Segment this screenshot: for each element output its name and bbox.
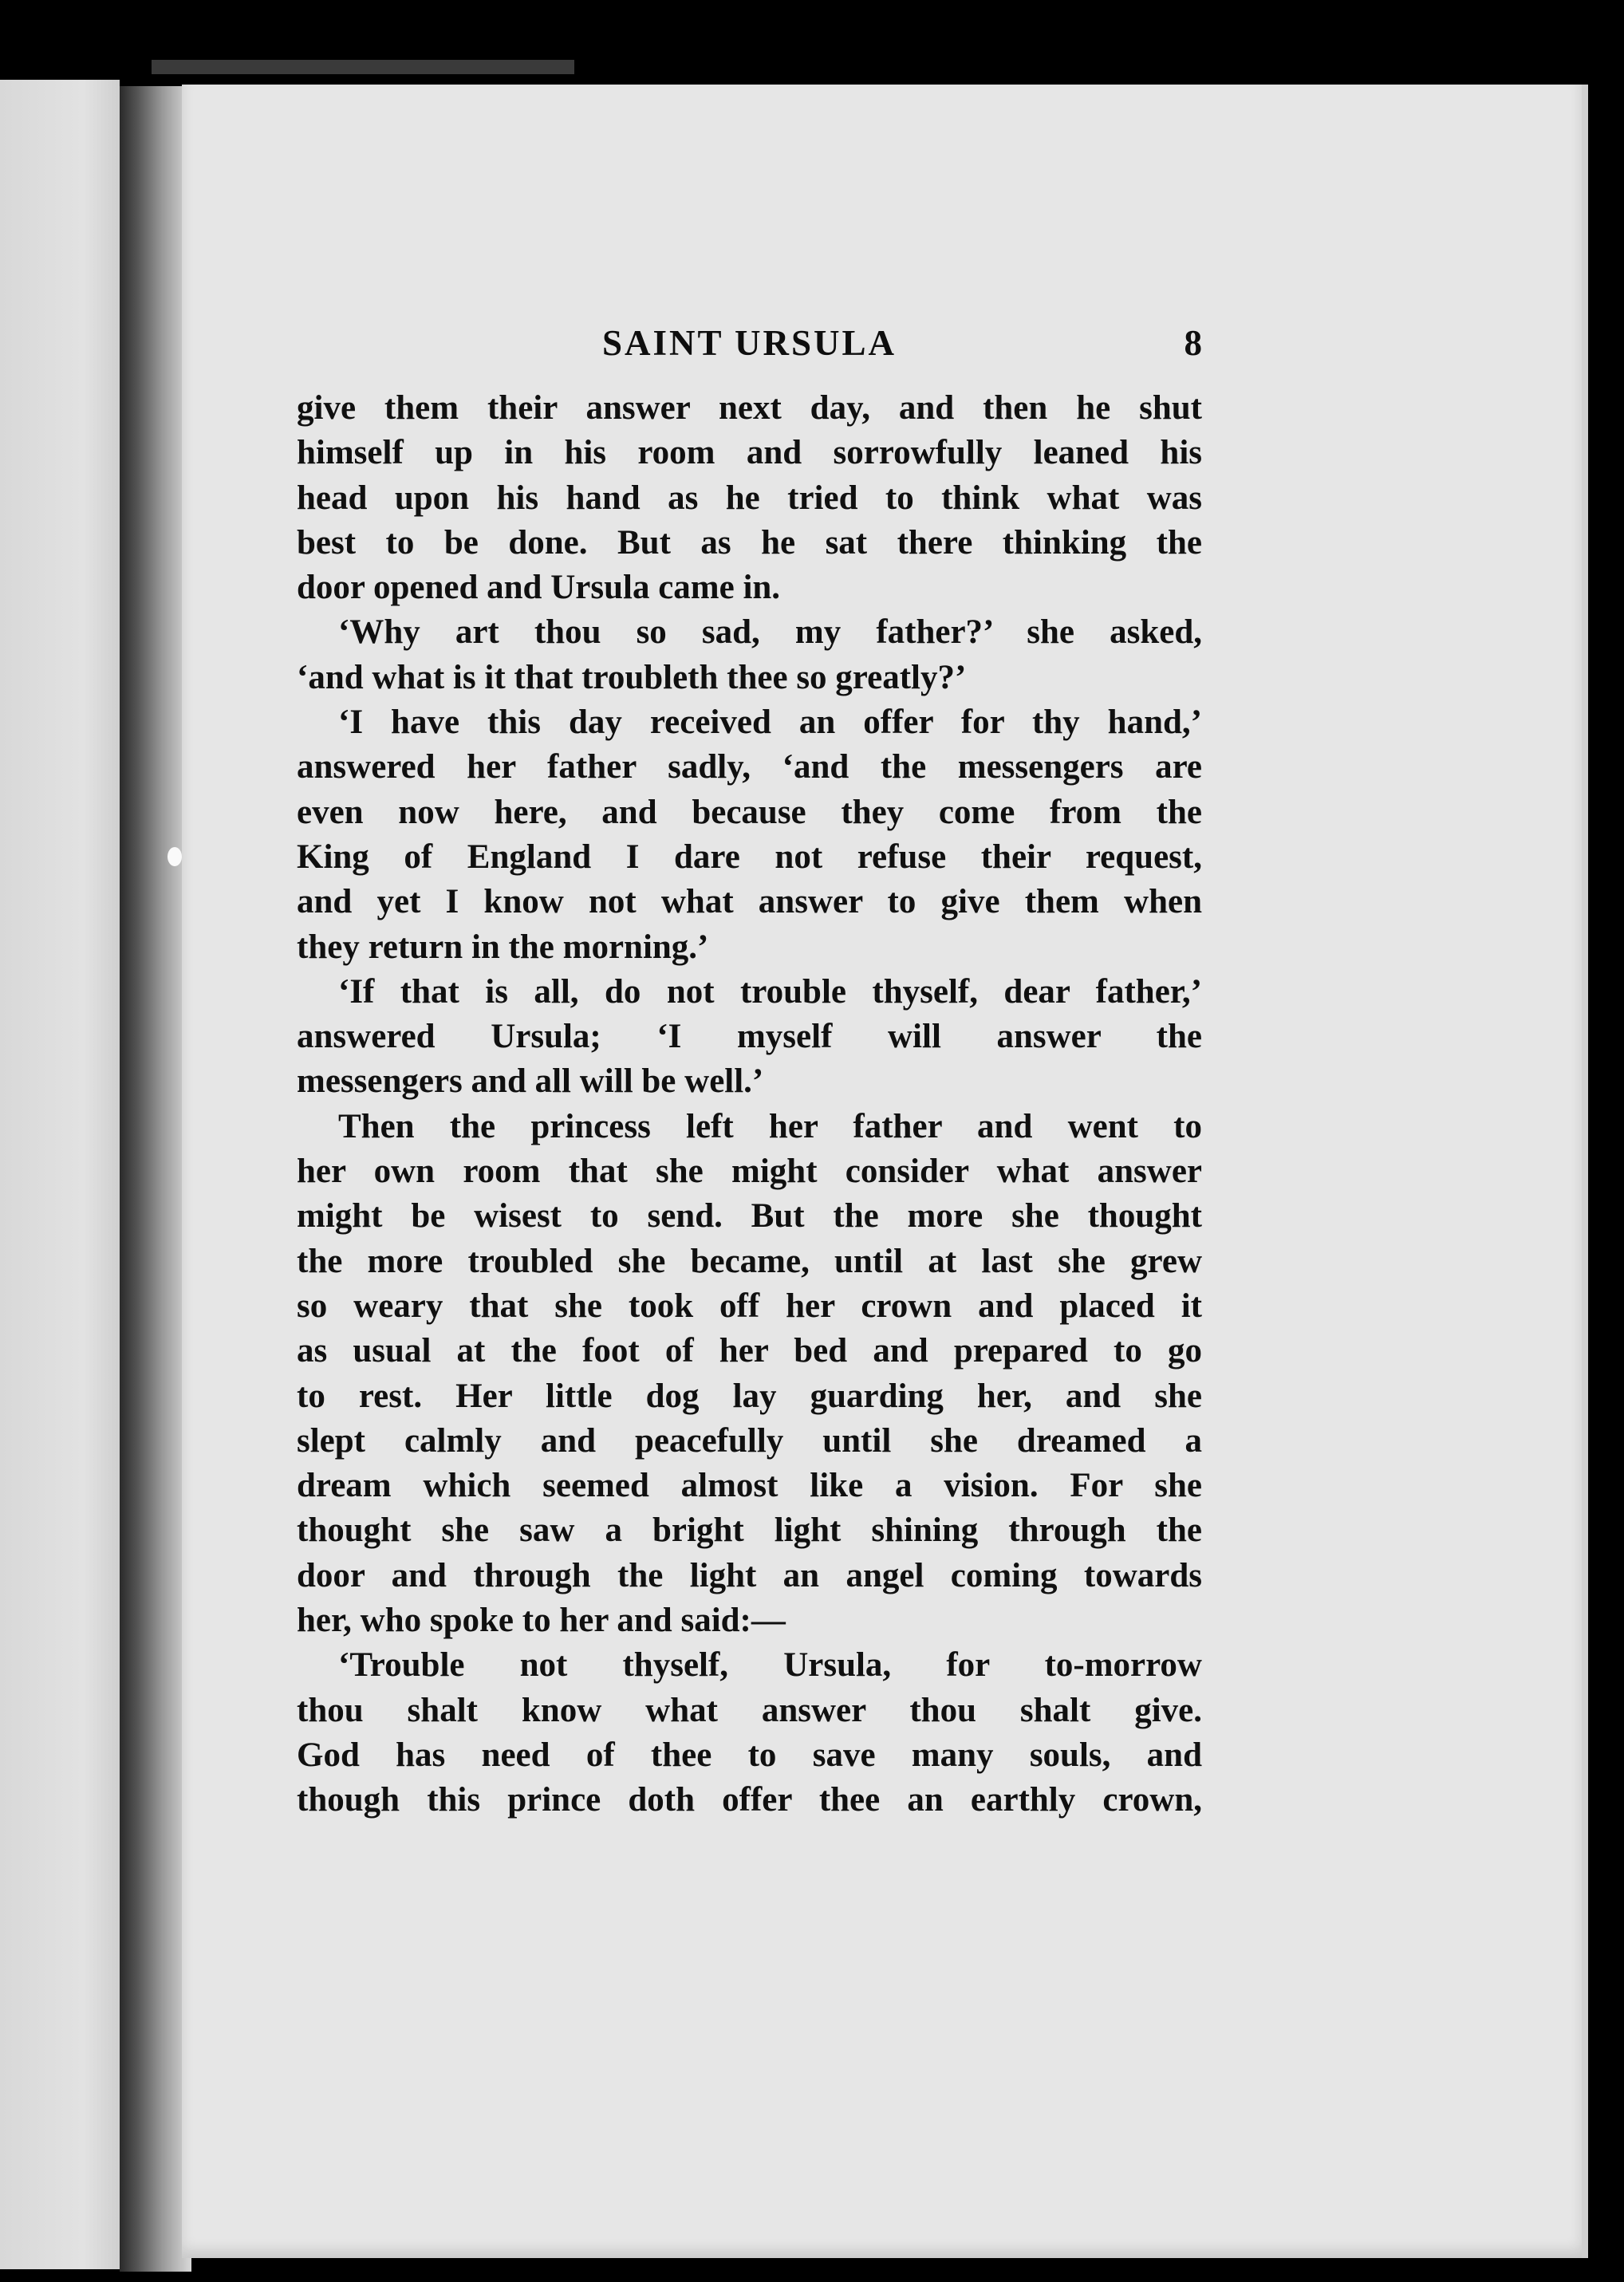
text-line: and yet I know not what answer to give them when bbox=[297, 883, 1202, 921]
running-title: SAINT URSULA bbox=[601, 323, 897, 363]
scan-edge-strip bbox=[152, 60, 574, 74]
text-line: answered Ursula; ‘I myself will answer the bbox=[297, 1018, 1202, 1056]
text-line: thought she saw a bright light shining through the bbox=[297, 1511, 1202, 1550]
text-line: might be wisest to send. But the more she thought bbox=[297, 1197, 1202, 1236]
book-gutter-shadow bbox=[120, 86, 191, 2272]
text-line: as usual at the foot of her bed and prepared to go bbox=[297, 1332, 1202, 1370]
text-line: ‘I have this day received an offer for thy hand,’ bbox=[338, 704, 1202, 742]
text-line: head upon his hand as he tried to think what was bbox=[297, 479, 1202, 517]
text-line: messengers and all will be well.’ bbox=[297, 1062, 764, 1101]
text-line: ‘Trouble not thyself, Ursula, for to-morrow bbox=[338, 1646, 1202, 1685]
body-text bbox=[297, 386, 1202, 1823]
text-line: they return in the morning.’ bbox=[297, 928, 709, 966]
text-line: her, who spoke to her and said:— bbox=[297, 1602, 786, 1640]
text-line: himself up in his room and sorrowfully leaned his bbox=[297, 434, 1202, 472]
text-line: ‘If that is all, do not trouble thyself, dear father,’ bbox=[338, 972, 1202, 1011]
text-line: her own room that she might consider what answer bbox=[297, 1153, 1202, 1191]
text-line: though this prince doth offer thee an earthly crown, bbox=[297, 1781, 1202, 1819]
text-line: Then the princess left her father and went to bbox=[338, 1107, 1202, 1145]
text-line: dream which seemed almost like a vision. For she bbox=[297, 1467, 1202, 1505]
text-line: ‘and what is it that troubleth thee so greatly?’ bbox=[297, 658, 967, 696]
text-line: give them their answer next day, and then he shut bbox=[297, 389, 1202, 427]
text-line: so weary that she took off her crown and placed it bbox=[297, 1287, 1202, 1325]
text-line: ‘Why art thou so sad, my father?’ she asked, bbox=[338, 613, 1202, 652]
text-line: slept calmly and peacefully until she dreamed a bbox=[297, 1421, 1202, 1460]
text-line: to rest. Her little dog lay guarding her, and she bbox=[297, 1377, 1202, 1415]
text-line: the more troubled she became, until at last she grew bbox=[297, 1242, 1202, 1280]
page-header bbox=[297, 322, 1202, 370]
text-line: door opened and Ursula came in. bbox=[297, 569, 781, 607]
text-line: door and through the light an angel coming towards bbox=[297, 1556, 1202, 1594]
text-line: King of England I dare not refuse their request, bbox=[297, 838, 1202, 876]
adjacent-page-edge bbox=[0, 80, 120, 2269]
text-line: thou shalt know what answer thou shalt give. bbox=[297, 1691, 1202, 1729]
scan-speck bbox=[168, 847, 182, 866]
text-line: best to be done. But as he sat there thinking the bbox=[297, 523, 1202, 562]
text-line: answered her father sadly, ‘and the messengers are bbox=[297, 748, 1202, 786]
page-number: 8 bbox=[1184, 323, 1202, 363]
text-line: even now here, and because they come from the bbox=[297, 793, 1202, 831]
text-line: God has need of thee to save many souls, and bbox=[297, 1736, 1202, 1774]
